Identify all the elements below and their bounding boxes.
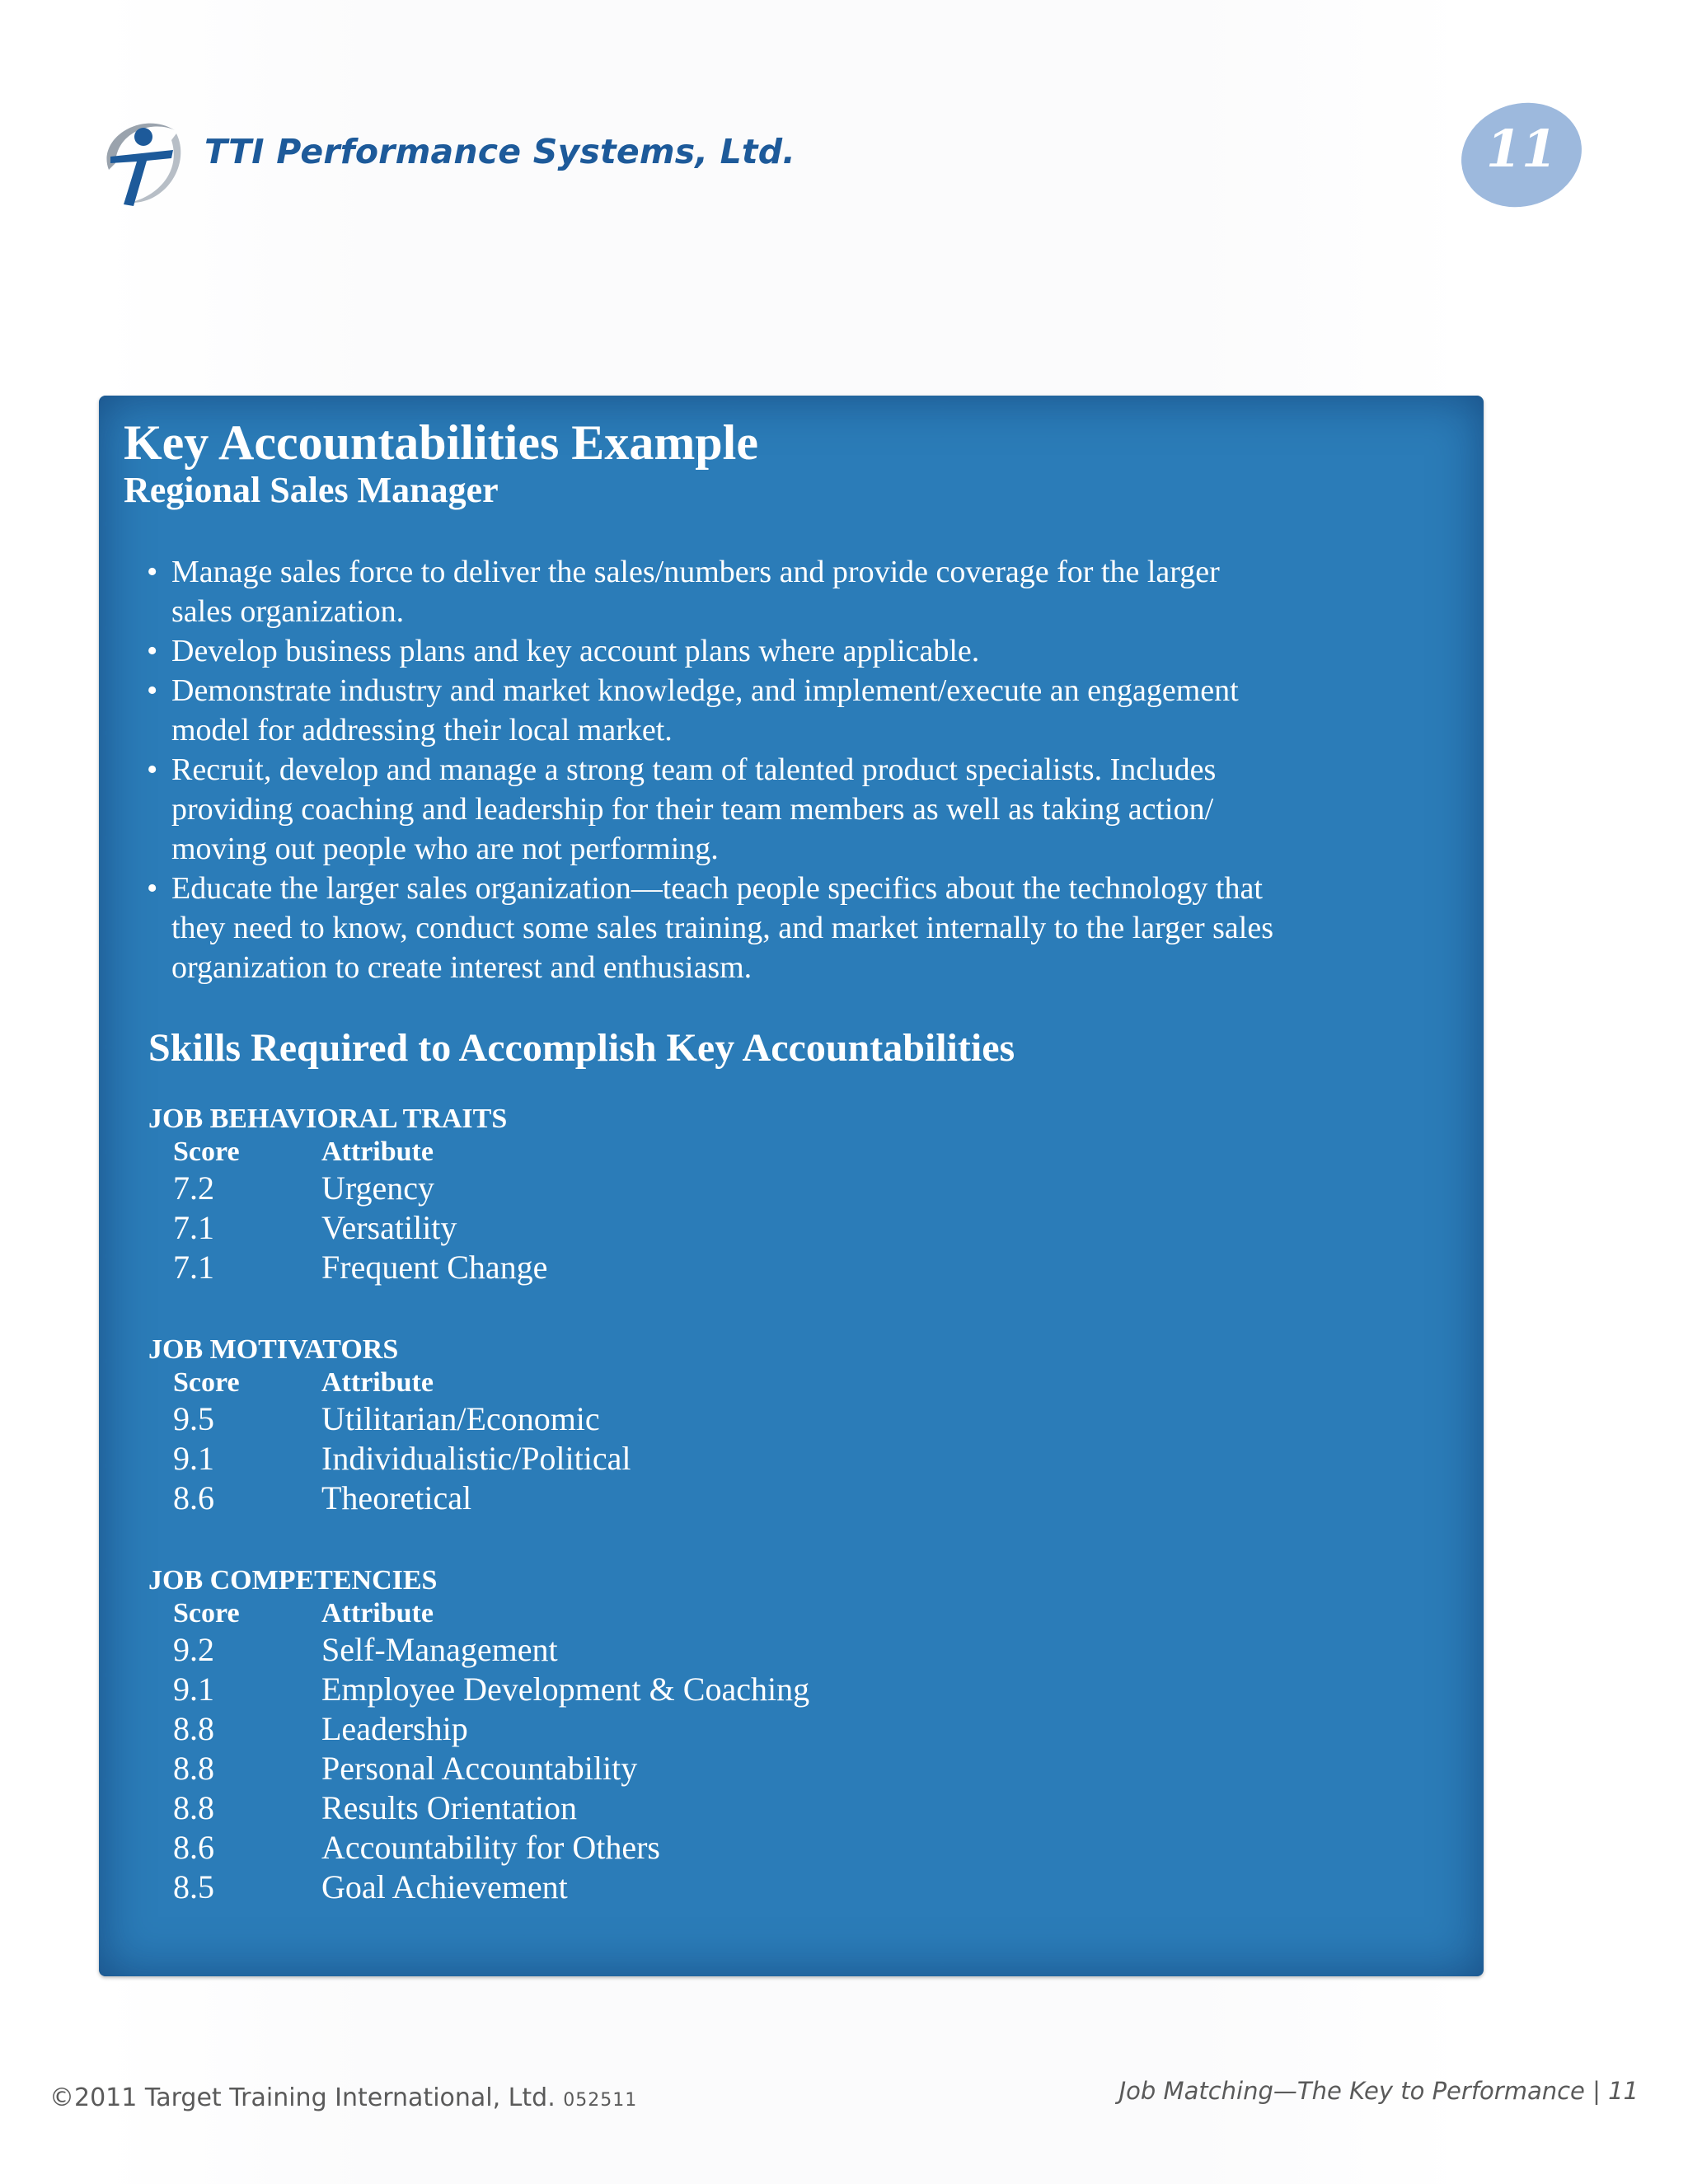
list-item: • Educate the larger sales organization—teach people specifics about the technology that they need to know, conduct some sales training, and market internally to the larger sales organization to create interest and enthusiasm. <box>147 871 1273 985</box>
table-row <box>148 1788 1137 1828</box>
score-cell: 9.1 <box>173 1440 214 1477</box>
list-item: • Develop business plans and key account plans where applicable. <box>147 634 980 668</box>
attribute-header: Attribute <box>321 1598 434 1629</box>
group-title: JOB COMPETENCIES <box>148 1565 438 1596</box>
list-item: • Demonstrate industry and market knowledge, and implement/execute an engagement model for addressing their local market. <box>147 673 1239 748</box>
table-row <box>148 1169 1137 1208</box>
attribute-cell: Results Orientation <box>321 1789 577 1826</box>
attribute-cell: Frequent Change <box>321 1249 548 1286</box>
table-row <box>148 1439 1137 1479</box>
score-header: Score <box>173 1598 240 1629</box>
attribute-cell: Urgency <box>321 1169 434 1207</box>
tti-swirl-logo-icon <box>92 105 191 213</box>
table-row <box>148 1670 1137 1709</box>
score-cell: 8.8 <box>173 1710 214 1747</box>
score-cell: 9.2 <box>173 1631 214 1668</box>
score-cell: 8.8 <box>173 1789 214 1826</box>
group-title: JOB BEHAVIORAL TRAITS <box>148 1104 508 1134</box>
document-code: 052511 <box>563 2090 638 2111</box>
score-header: Score <box>173 1137 240 1167</box>
table-header-row <box>148 1136 1137 1169</box>
table-row <box>148 1868 1137 1907</box>
score-cell: 8.6 <box>173 1829 214 1866</box>
company-name: TTI Performance Systems, Ltd. <box>204 132 796 171</box>
skills-heading: Skills Required to Accomplish Key Accountabilities <box>148 1026 1015 1070</box>
table-header-row <box>148 1597 1137 1630</box>
group-title: JOB MOTIVATORS <box>148 1334 399 1365</box>
page-number: 11 <box>1485 119 1558 179</box>
attribute-cell: Employee Development & Coaching <box>321 1671 810 1708</box>
attribute-cell: Versatility <box>321 1209 457 1246</box>
table-header-row <box>148 1366 1137 1399</box>
attribute-cell: Accountability for Others <box>321 1829 660 1866</box>
attribute-cell: Theoretical <box>321 1479 472 1516</box>
table-row <box>148 1399 1137 1439</box>
attribute-cell: Individualistic/Political <box>321 1440 631 1477</box>
footer-copyright <box>49 2083 637 2112</box>
score-cell: 7.1 <box>173 1209 214 1246</box>
key-accountabilities-panel <box>99 396 1484 1976</box>
accountabilities-list <box>147 552 1449 987</box>
panel-subtitle: Regional Sales Manager <box>124 470 499 510</box>
competencies-table <box>148 1564 1137 1907</box>
attribute-header: Attribute <box>321 1137 434 1167</box>
attribute-header: Attribute <box>321 1367 434 1398</box>
table-row <box>148 1479 1137 1518</box>
motivators-table <box>148 1333 1137 1518</box>
table-row <box>148 1208 1137 1248</box>
score-cell: 9.5 <box>173 1400 214 1437</box>
score-header: Score <box>173 1367 240 1398</box>
table-row <box>148 1630 1137 1670</box>
behavioral-traits-table <box>148 1103 1137 1287</box>
score-cell: 8.6 <box>173 1479 214 1516</box>
attribute-cell: Personal Accountability <box>321 1750 638 1787</box>
table-row <box>148 1749 1137 1788</box>
table-row <box>148 1248 1137 1287</box>
attribute-cell: Leadership <box>321 1710 468 1747</box>
score-cell: 7.2 <box>173 1169 214 1207</box>
attribute-cell: Goal Achievement <box>321 1868 568 1905</box>
page-number-badge <box>1457 97 1586 209</box>
table-row <box>148 1709 1137 1749</box>
score-cell: 7.1 <box>173 1249 214 1286</box>
copyright-text: ©2011 Target Training International, Ltd. <box>49 2083 556 2112</box>
footer-page-label: Job Matching—The Key to Performance | 11 <box>1118 2077 1639 2105</box>
table-row <box>148 1828 1137 1868</box>
score-cell: 9.1 <box>173 1671 214 1708</box>
list-item: • Recruit, develop and manage a strong team of talented product specialists. Includes providing coaching and leadership for their team members as well as taking action/ moving out people who are not performing. <box>147 752 1217 866</box>
score-cell: 8.5 <box>173 1868 214 1905</box>
attribute-cell: Self-Management <box>321 1631 558 1668</box>
score-cell: 8.8 <box>173 1750 214 1787</box>
attribute-cell: Utilitarian/Economic <box>321 1400 600 1437</box>
list-item: • Manage sales force to deliver the sales/numbers and provide coverage for the larger sales organization. <box>147 555 1220 629</box>
panel-title: Key Accountabilities Example <box>124 415 758 470</box>
